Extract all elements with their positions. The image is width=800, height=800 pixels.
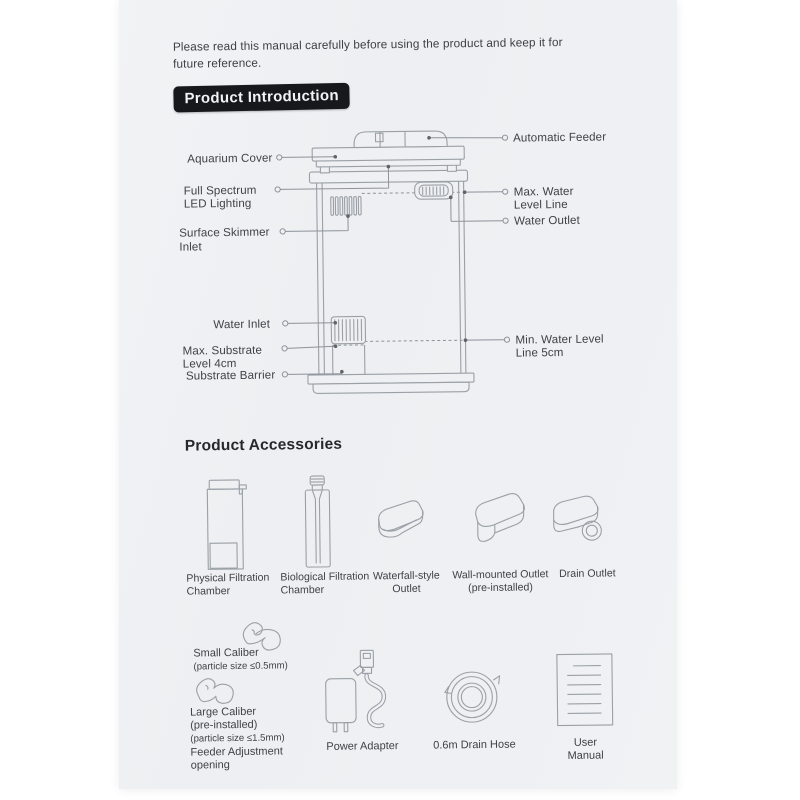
callout-min-water-2: Line 5cm	[515, 345, 564, 360]
biological-filtration-chamber-icon	[303, 475, 332, 568]
callout-min-water-1: Min. Water Level	[515, 332, 604, 347]
callout-max-water-2: Level Line	[513, 197, 568, 212]
label-drain-hose: 0.6m Drain Hose	[433, 738, 516, 752]
callout-aquarium-cover: Aquarium Cover	[187, 151, 273, 166]
callout-full-spectrum-led-1: Full Spectrum	[183, 183, 257, 198]
callout-surface-skimmer-2: Inlet	[179, 240, 202, 254]
aquarium-cover-shape	[312, 146, 464, 161]
label-user-manual: User Manual	[567, 736, 604, 762]
drain-outlet-icon	[548, 494, 609, 547]
label-large-caliber: Large Caliber (pre-installed) (particle size ≤1.5mm)	[189, 705, 285, 745]
section-title-product-accessories: Product Accessories	[184, 435, 343, 455]
manual-page	[119, 0, 677, 789]
surface-skimmer-shape	[331, 196, 361, 215]
page-content	[115, 0, 683, 792]
user-manual-icon	[555, 652, 614, 727]
intro-line-1: Please read this manual carefully before using the product and keep it for	[172, 34, 563, 54]
intro-text	[173, 33, 633, 72]
callout-max-substrate-1: Max. Substrate	[182, 343, 263, 358]
automatic-feeder-shape	[354, 131, 447, 148]
physical-filtration-chamber-icon	[203, 479, 250, 572]
callout-water-outlet: Water Outlet	[513, 213, 580, 228]
label-small-caliber: Small Caliber (particle size ≤0.5mm)	[193, 646, 288, 673]
water-outlet-shape	[415, 182, 453, 199]
label-drain-outlet: Drain Outlet	[559, 567, 616, 581]
label-physical-filtration-chamber: Physical Filtration Chamber	[186, 571, 270, 598]
callout-labels	[178, 130, 609, 382]
wall-mounted-outlet-icon	[468, 492, 531, 549]
callout-automatic-feeder: Automatic Feeder	[512, 130, 607, 145]
section-title-product-introduction: Product Introduction	[173, 83, 350, 113]
drain-hose-icon	[444, 667, 501, 726]
callout-surface-skimmer-1: Surface Skimmer	[179, 225, 270, 240]
waterfall-outlet-icon	[373, 500, 428, 547]
substrate-barrier-shape	[333, 345, 365, 374]
aquarium-diagram	[167, 119, 640, 407]
label-power-adapter: Power Adapter	[326, 740, 399, 753]
label-feeder-adjustment-opening: Feeder Adjustment opening	[190, 745, 283, 772]
large-caliber-icon	[194, 674, 238, 709]
callout-water-inlet: Water Inlet	[213, 317, 271, 332]
water-inlet-shape	[331, 316, 365, 343]
label-wall-mounted-outlet: Wall-mounted Outlet (pre-installed)	[452, 568, 549, 594]
callout-full-spectrum-led-2: LED Lighting	[183, 196, 252, 211]
callout-max-substrate-2: Level 4cm	[182, 356, 237, 371]
label-waterfall-outlet: Waterfall-style Outlet	[372, 569, 440, 595]
callout-max-water-1: Max. Water	[513, 184, 574, 199]
power-adapter-icon	[323, 646, 402, 733]
callout-substrate-barrier: Substrate Barrier	[185, 368, 276, 383]
label-biological-filtration-chamber: Biological Filtration Chamber	[280, 570, 370, 596]
intro-line-2: future reference.	[173, 55, 262, 71]
